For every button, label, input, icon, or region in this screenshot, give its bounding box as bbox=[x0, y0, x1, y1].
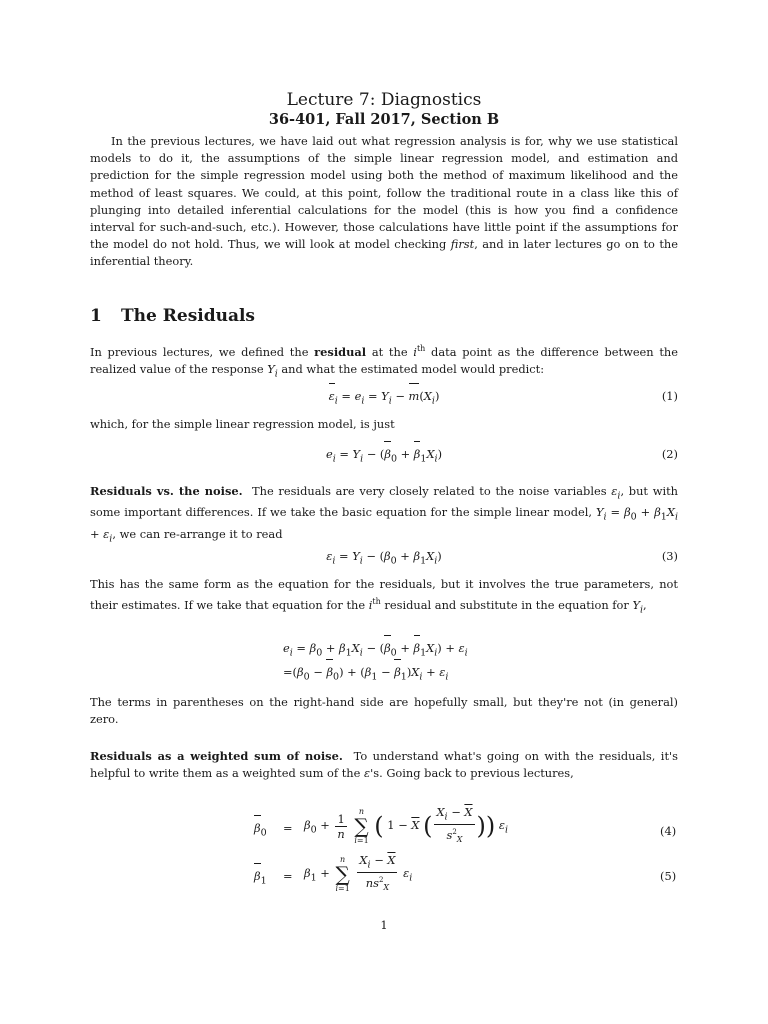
intro-emphasis: first bbox=[450, 237, 475, 252]
paragraph-heading: Residuals as a weighted sum of noise. bbox=[90, 749, 343, 763]
text-run: , we can re-arrange it to read bbox=[112, 526, 283, 541]
equation-4-lhs: $\beta_0$ bbox=[254, 818, 267, 843]
text-run: residual and substitute in the equation for bbox=[384, 598, 629, 612]
terms-paragraph: The terms in parentheses on the right-hand side are hopefully small, but they're not (in general) zero. bbox=[90, 695, 678, 727]
course-subtitle: 36-401, Fall 2017, Section B bbox=[268, 111, 500, 128]
text-run: , but with some important differences. If we take the basic equation for the simple linear model, bbox=[90, 484, 679, 520]
between-text: which, for the simple linear regression model, is just bbox=[90, 417, 395, 431]
page-number: 1 bbox=[380, 918, 388, 932]
lecture-title: Lecture 7: Diagnostics bbox=[286, 90, 482, 110]
text-run: The residuals are very closely related to the noise variables bbox=[252, 484, 607, 498]
derivation-line-2: $=(\beta_0 - \beta_0) + (\beta_1 - \beta_1)X_i + \varepsilon_i$ bbox=[283, 662, 448, 687]
equation-body: $\varepsilon_i = e_i = Y_i - m(X_i)$ bbox=[90, 386, 678, 411]
equation-5-rhs: $\beta_1$ + n ∑ i=1 $\frac{X_i - \overline{X}}{ns^2_X}$ $\varepsilon_i$ bbox=[304, 853, 413, 894]
weighted-paragraph: Residuals as a weighted sum of noise. To understand what's going on with the residuals, it's helpful to write them as a weighted sum of the ε's. Going back to previous lectures, bbox=[90, 749, 678, 781]
intro-paragraph bbox=[90, 133, 678, 271]
text-run: This has the same form as the equation for the residuals, but it involves the true parameters, not their estimates. If we take that equation for the bbox=[90, 577, 678, 612]
equation-1 bbox=[90, 386, 678, 406]
equation-4-eq: = bbox=[283, 821, 293, 835]
equation-3 bbox=[90, 546, 678, 566]
text-run: 's. Going back to previous lectures, bbox=[370, 766, 574, 781]
bold-term: residual bbox=[314, 344, 367, 359]
equation-number: (3) bbox=[661, 549, 678, 563]
equation-number: (1) bbox=[661, 389, 678, 403]
text-run: data point as the difference between the realized value of the response bbox=[90, 344, 678, 376]
equation-2 bbox=[90, 444, 678, 464]
paragraph-heading: Residuals vs. the noise. bbox=[90, 484, 243, 498]
section-heading bbox=[90, 305, 255, 327]
section-number: 1 bbox=[90, 306, 102, 326]
residual-definition: In previous lectures, we defined the residual at the $i^{th}$ data point as the difference between the realized value of the response $Y_i$ and what the estimated model would predict: bbox=[90, 344, 678, 380]
equation-body: $\varepsilon_i = Y_i - (\beta_0 + \beta_1X_i)$ bbox=[326, 549, 442, 567]
same-form-paragraph: This has the same form as the equation for the residuals, but it involves the true parameters, not their estimates. If we take that equation for the $i^{th}$ residual and substitute in the equation for $Y_i$, bbox=[90, 577, 678, 616]
equation-number: (2) bbox=[661, 447, 678, 461]
equation-5-lhs: $\beta_1$ bbox=[254, 866, 267, 891]
section-title: The Residuals bbox=[121, 306, 256, 326]
text-run: at the bbox=[371, 344, 408, 359]
text-run: To understand what's going on with the residuals, it's helpful to write them as a weighted sum of the bbox=[90, 749, 678, 781]
equation-4-rhs: $\beta_0$ + $\frac{1}{n}$ n ∑ i=1 ( $1 - \overline{X}$ ( $\frac{X_i - \overline{X}}{s^2_X}$ )) $\varepsilon_i$ bbox=[304, 805, 509, 846]
equation-number: (4) bbox=[660, 824, 677, 838]
text-run: In previous lectures, we defined the bbox=[90, 344, 309, 359]
equation-5-eq: = bbox=[283, 869, 293, 883]
intro-text-end: , and in later lectures go on to the inferential theory. bbox=[90, 237, 678, 269]
intro-text: In the previous lectures, we have laid out what regression analysis is for, why we use statistical models to do it, the assumptions of the simple linear regression model, and estimation and prediction for the simple regression model using both the method of maximum likelihood and the method of least squares. We could, at this point, follow the traditional route in a class like this of plunging into detailed inferential calculations for the model (this is how you find a confidence interval for such-and-such, etc.). However, those calculations have little point if the assumptions for the model do not hold. Thus, we will look at model checking bbox=[90, 134, 678, 252]
equation-body: $e_i = Y_i - (\beta_0 + \beta_1X_i)$ bbox=[90, 444, 678, 469]
equation-number: (5) bbox=[660, 869, 677, 883]
text-run: and what the estimated model would predict: bbox=[281, 362, 545, 376]
noise-paragraph: Residuals vs. the noise. The residuals are very closely related to the noise variables $\varepsilon_i$, but with some important differences. If we take the basic equation for the simple linear model, $Y_i = \beta_0 + \beta_1X_i + \varepsilon_i$, we can re-arrange it to read bbox=[90, 484, 679, 545]
derivation-line-1: $e_i = \beta_0 + \beta_1X_i - (\beta_0 + \beta_1X_i) + \varepsilon_i$ bbox=[283, 638, 468, 663]
